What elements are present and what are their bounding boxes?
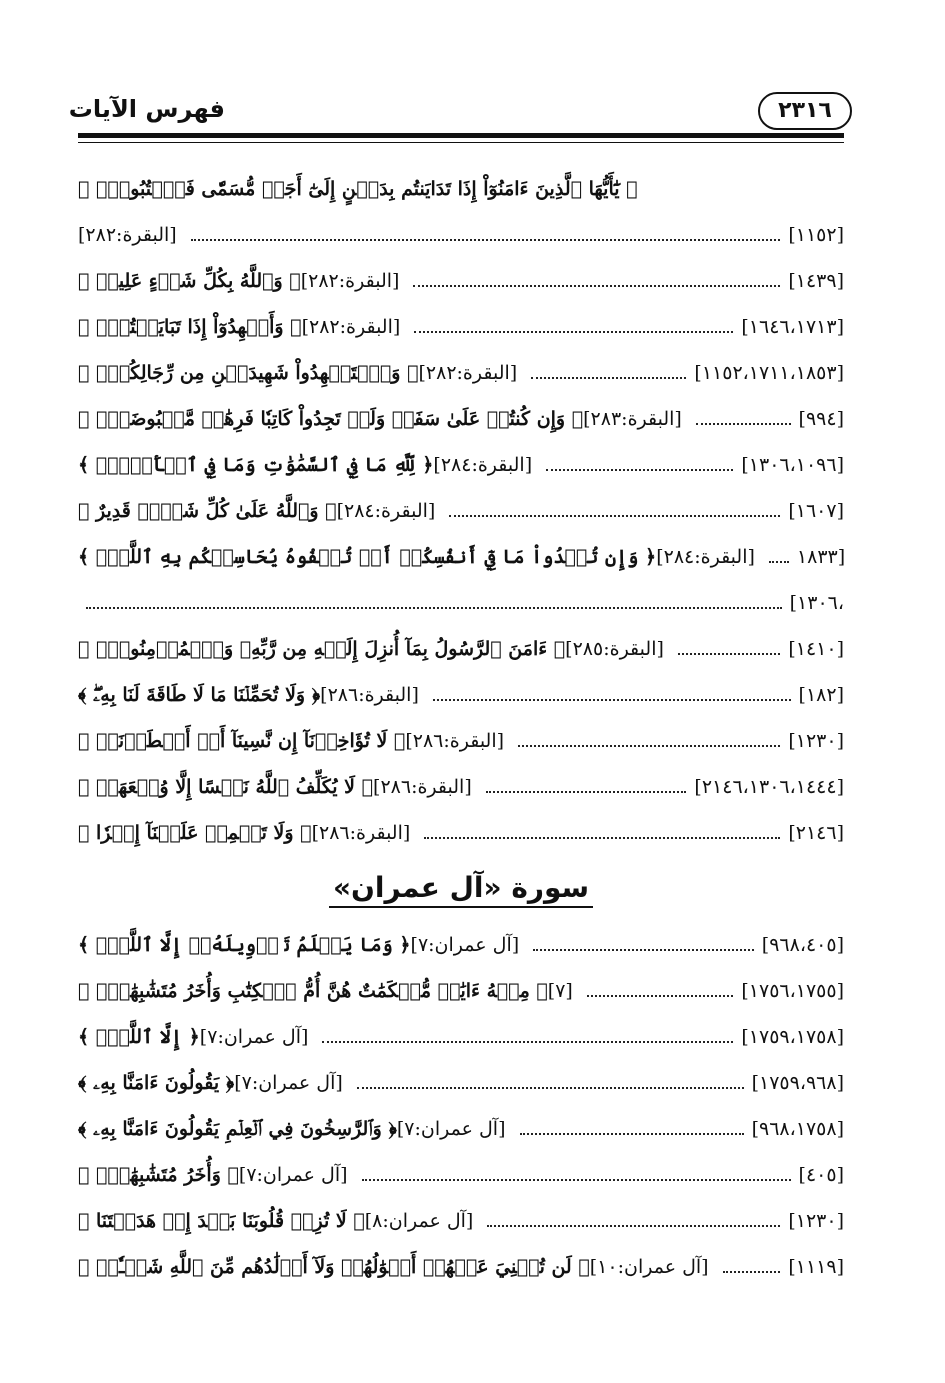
index-entry <box>78 1060 844 1106</box>
index-entry <box>78 534 844 580</box>
dot-leader <box>587 995 734 997</box>
page-reference: [١٨٢] <box>798 684 844 706</box>
sura-reference: [آل عمران:٧] <box>234 1072 343 1094</box>
running-header-title: فهرس الآيات <box>68 95 225 123</box>
verse-text: ﴿ إِلَّا ٱللَّهُۗ ﴾ <box>78 1026 200 1048</box>
page-number-badge: ٢٣١٦ <box>758 92 852 130</box>
dot-leader <box>191 239 781 241</box>
verse-text: ﴿ وَلَا تَحۡمِلۡ عَلَيۡنَآ إِصۡرٗا ﴾ <box>78 822 312 844</box>
verse-text: ﴿ لِّلَّهِ مَا فِي ٱلسَّمَٰوَٰتِ وَمَا فِي ٱلۡأَرۡضِۗ ﴾ <box>78 454 434 476</box>
dot-leader <box>413 285 780 287</box>
sura-reference: [البقرة:٢٨٢] <box>418 362 518 384</box>
index-entry <box>78 1244 844 1290</box>
dot-leader <box>322 1041 733 1043</box>
verse-text: ﴿ يَقُولُونَ ءَامَنَّا بِهِۦ ﴾ <box>78 1072 235 1094</box>
dot-leader <box>531 377 686 379</box>
index-entry <box>78 1198 844 1244</box>
dot-leader <box>86 607 782 609</box>
dot-leader <box>487 1225 780 1227</box>
page-reference: [١٦٠٧] <box>788 500 844 522</box>
index-entry <box>78 1014 844 1060</box>
sura-section-heading <box>78 856 844 922</box>
verse-text: ﴿ وَٱللَّهُ عَلَىٰ كُلِّ شَيۡءٖ قَدِيرٌ ﴾ <box>78 500 337 522</box>
sura-reference: [البقرة:٢٨٥] <box>565 638 664 660</box>
sura-reference: [آل عمران:٨] <box>364 1210 474 1232</box>
page-reference: [٩٩٤] <box>798 408 844 430</box>
page-reference: [١٤١٠] <box>788 638 844 660</box>
sura-reference: [البقرة:٢٨٦] <box>320 684 419 706</box>
index-entry <box>78 304 844 350</box>
page-reference: [٢١٤٦] <box>788 822 844 844</box>
verse-index-list <box>78 166 844 1290</box>
page-reference: [٩٦٨،٤٠٥] <box>761 934 844 956</box>
sura-reference: [البقرة:٢٨٣] <box>583 408 682 430</box>
index-entry <box>78 968 844 1014</box>
page-reference: ،١٣٠٦] <box>789 592 844 614</box>
verse-text: ﴿ وَإِن تُبۡدُواْ مَا فِيٓ أَنفُسِكُمۡ أَوۡ تُخۡفُوهُ يُحَاسِبۡكُم بِهِ ٱللَّهُۖ ﴾ <box>78 546 657 568</box>
page-reference: [١٢٣٠] <box>788 1210 844 1232</box>
index-entry <box>78 258 844 304</box>
index-entry <box>78 922 844 968</box>
verse-text: ﴿ لَا تُؤَاخِذۡنَآ إِن نَّسِينَآ أَوۡ أَخۡطَأۡنَاۚ ﴾ <box>78 730 406 752</box>
sura-reference: [البقرة:٢٨٢] <box>301 316 401 338</box>
page-reference: [٩٦٨،١٧٥٨] <box>751 1118 844 1140</box>
verse-text: ﴿ وَٱسۡتَشۡهِدُواْ شَهِيدَيۡنِ مِن رِّجَالِكُمۡۖ ﴾ <box>78 362 419 384</box>
dot-leader <box>769 561 789 563</box>
index-entry <box>78 626 844 672</box>
index-entry <box>78 1106 844 1152</box>
verse-text: ﴿ وَلَا تُحَمِّلۡنَا مَا لَا طَاقَةَ لَنَا بِهِۦۖ ﴾ <box>78 684 321 706</box>
sura-reference: [البقرة:٢٨٤] <box>656 546 755 568</box>
verse-text: ﴿ لَا يُكَلِّفُ ٱللَّهُ نَفۡسًا إِلَّا وُسۡعَهَاۚ ﴾ <box>78 776 374 798</box>
sura-reference: [آل عمران:٧] <box>238 1164 348 1186</box>
sura-reference: [البقرة:٢٨٦] <box>373 776 472 798</box>
index-entry <box>78 810 844 856</box>
verse-text: ﴿ وَأَشۡهِدُوٓاْ إِذَا تَبَايَعۡتُمۡۚ ﴾ <box>78 316 302 338</box>
index-entry <box>78 396 844 442</box>
index-entry <box>78 166 844 212</box>
sura-reference: [آل عمران:١٠] <box>589 1256 709 1278</box>
index-entry <box>78 580 844 626</box>
page-reference: [١٢٣٠] <box>788 730 844 752</box>
page-reference: [١٧٥٦،١٧٥٥] <box>741 980 844 1002</box>
page-reference: [٤٠٥] <box>798 1164 844 1186</box>
sura-reference: [البقرة:٢٨٢] <box>78 224 177 246</box>
index-entry <box>78 672 844 718</box>
verse-text: ﴿ مِنۡهُ ءَايَٰتٞ مُّحۡكَمَٰتٌ هُنَّ أُمُّ ٱلۡكِتَٰبِ وَأُخَرُ مُتَشَٰبِهَٰتٞۖ ﴾ <box>78 980 548 1002</box>
sura-reference: [البقرة:٢٨٤] <box>433 454 533 476</box>
verse-text: ﴿ لَن تُغۡنِيَ عَنۡهُمۡ أَمۡوَٰلُهُمۡ وَلَآ أَوۡلَٰدُهُم مِّنَ ٱللَّهِ شَيۡـٔٗاۖ ﴾ <box>78 1256 590 1278</box>
sura-reference: [البقرة:٢٨٦] <box>405 730 505 752</box>
page-reference: [١٨٣٣ <box>796 546 846 568</box>
index-entry <box>78 488 844 534</box>
dot-leader <box>696 423 791 425</box>
verse-text: ﴿ وَمَا يَعۡلَمُ تَأۡوِيلَهُۥٓ إِلَّا ٱللَّهُۗ ﴾ <box>78 934 411 956</box>
header-rule-thin <box>78 142 844 143</box>
sura-reference: [البقرة:٢٨٦] <box>311 822 411 844</box>
dot-leader <box>449 515 780 517</box>
page-reference: [١٤٣٩] <box>788 270 844 292</box>
sura-reference: [آل عمران:٧] <box>410 934 520 956</box>
index-entry <box>78 442 844 488</box>
dot-leader <box>424 837 780 839</box>
dot-leader <box>518 745 780 747</box>
index-entry <box>78 350 844 396</box>
dot-leader <box>433 699 791 701</box>
page-reference: [١٣٠٦،١٠٩٦] <box>741 454 844 476</box>
sura-reference: [٧] <box>547 980 573 1002</box>
index-entry <box>78 1152 844 1198</box>
dot-leader <box>520 1133 744 1135</box>
page-reference: [١١٥٢] <box>788 224 844 246</box>
dot-leader <box>357 1087 744 1089</box>
verse-text: ﴿ وَٱللَّهُ بِكُلِّ شَيۡءٍ عَلِيمٞ ﴾ <box>78 270 301 292</box>
sura-reference: [آل عمران:٧] <box>396 1118 506 1140</box>
sura-reference: [البقرة:٢٨٤] <box>336 500 436 522</box>
verse-text: ﴿ يَٰٓأَيُّهَا ٱلَّذِينَ ءَامَنُوٓاْ إِذَا تَدَايَنتُم بِدَيۡنٍ إِلَىٰٓ أَجَلٖ مُّسَمّٗى فَٱكۡتُبُوهُۚ ﴾ <box>78 178 638 200</box>
header-rule-thick <box>78 133 844 138</box>
verse-text: ﴿ ءَامَنَ ٱلرَّسُولُ بِمَآ أُنزِلَ إِلَيۡهِ مِن رَّبِّهِۦ وَٱلۡمُؤۡمِنُونَۚ ﴾ <box>78 638 566 660</box>
sura-heading-text: سورة «آل عمران» <box>329 871 593 908</box>
page-reference: [١٦٤٦،١٧١٣] <box>741 316 844 338</box>
dot-leader <box>414 331 733 333</box>
page-reference: [١٧٥٩،٩٦٨] <box>751 1072 844 1094</box>
dot-leader <box>486 791 687 793</box>
verse-text: ﴿ لَا تُزِغۡ قُلُوبَنَا بَعۡدَ إِذۡ هَدَيۡتَنَا ﴾ <box>78 1210 365 1232</box>
sura-reference: [آل عمران:٧] <box>199 1026 309 1048</box>
page-reference: [١١١٩] <box>788 1256 844 1278</box>
sura-reference: [البقرة:٢٨٢] <box>300 270 400 292</box>
dot-leader <box>533 949 754 951</box>
dot-leader <box>362 1179 791 1181</box>
dot-leader <box>723 1271 781 1273</box>
verse-text: ﴿ وَإِن كُنتُمۡ عَلَىٰ سَفَرٖ وَلَمۡ تَجِدُواْ كَاتِبٗا فَرِهَٰنٞ مَّقۡبُوضَةٞۖ ﴾ <box>78 408 584 430</box>
verse-text: ﴿ وَٱلرَّٰسِخُونَ فِي ٱلۡعِلۡمِ يَقُولُونَ ءَامَنَّا بِهِۦ ﴾ <box>78 1118 397 1140</box>
page-reference: [٢١٤٦،١٣٠٦،١٤٤٤] <box>694 776 844 798</box>
dot-leader <box>678 653 780 655</box>
verse-text: ﴿ وَأُخَرُ مُتَشَٰبِهَٰتٞۖ ﴾ <box>78 1164 239 1186</box>
page-reference: [١٧٥٩،١٧٥٨] <box>741 1026 844 1048</box>
dot-leader <box>546 469 733 471</box>
index-entry <box>78 212 844 258</box>
page-reference: [١١٥٢،١٧١١،١٨٥٣] <box>694 362 844 384</box>
index-entry <box>78 764 844 810</box>
index-entry <box>78 718 844 764</box>
